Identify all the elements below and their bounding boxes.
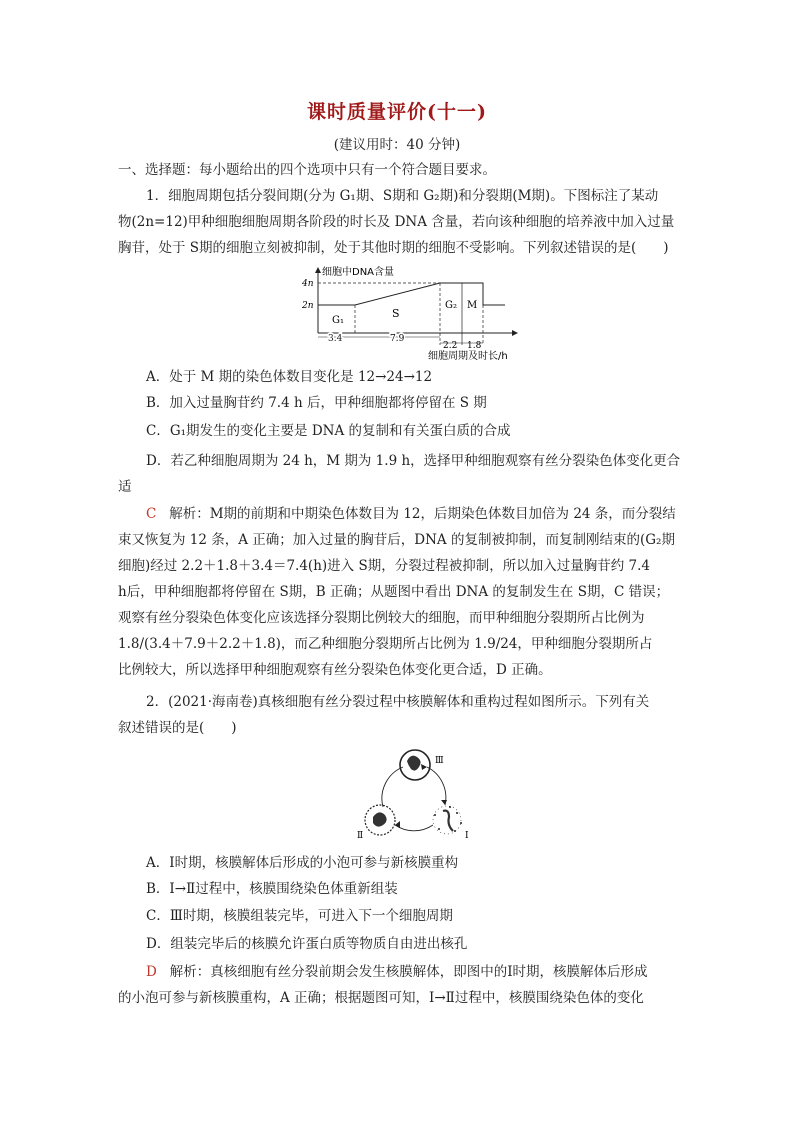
chart-ylabel: 细胞中DNA含量 [322, 267, 395, 278]
q2-option-a: A．Ⅰ时期，核膜解体后形成的小泡可参与新核膜重构 [146, 855, 459, 871]
q1-explanation-line: 比例较大，所以选择甲种细胞观察有丝分裂染色体变化更合适，D 正确。 [118, 662, 552, 678]
duration-s: 7.9 [390, 334, 405, 344]
q1-explanation-line: h后，甲种细胞都将停留在 S期，B 正确；从题图中看出 DNA 的复制发生在 S期，C 错误； [118, 584, 670, 600]
phase-g2: G₂ [445, 300, 457, 311]
duration-g2: 2.2 [443, 341, 458, 351]
stage-label-i: Ⅰ [465, 831, 469, 840]
q2-explanation-line: D 解析：真核细胞有丝分裂前期会发生核膜解体，即图中的Ⅰ时期，核膜解体后形成 [146, 964, 648, 980]
q1-option-d: D．若乙种细胞周期为 24 h，M 期为 1.9 h，选择甲种细胞观察有丝分裂染色体变化更合 [146, 453, 681, 469]
nuclear-envelope-cycle-diagram [355, 745, 475, 840]
duration-g1: 3.4 [328, 334, 343, 344]
time-note: (建议用时：40 分钟) [333, 137, 461, 153]
q2-option-d: D．组装完毕后的核膜允许蛋白质等物质自由进出核孔 [146, 936, 468, 952]
q2-explanation-line: 的小泡可参与新核膜重构，A 正确；根据题图可知，Ⅰ→Ⅱ过程中，核膜围绕染色体的变化 [118, 990, 644, 1006]
q1-explanation-line: C 解析：M期的前期和中期染色体数目为 12，后期染色体数目加倍为 24 条，而分裂结 [146, 506, 676, 522]
q1-explanation-line: 观察有丝分裂染色体变化应该选择分裂期比例较大的细胞，而甲种细胞分裂期所占比例为 [118, 610, 645, 626]
q1-option-b: B．加入过量胸苷约 7.4 h 后，甲种细胞都将停留在 S 期 [146, 395, 487, 411]
q1-stem-line: 1．细胞周期包括分裂间期(分为 G₁期、S期和 G₂期)和分裂期(M期)。下图标注了某动 [146, 188, 659, 204]
q1-explanation-line: 细胞)经过 2.2＋1.8＋3.4＝7.4(h)进入 S期，分裂过程被抑制，所以加入过量胸苷约 7.4 [118, 558, 650, 574]
phase-s: S [392, 307, 400, 320]
chart-xlabel: 细胞周期及时长/h [428, 351, 508, 360]
duration-m: 1.8 [467, 341, 482, 351]
page-title: 课时质量评价(十一) [307, 101, 487, 123]
phase-g1: G₁ [332, 315, 344, 326]
stage-label-iii: Ⅲ [435, 756, 444, 766]
q2-stem-line: 2．(2021·海南卷)真核细胞有丝分裂过程中核膜解体和重构过程如图所示。下列有关 [146, 694, 650, 710]
section-heading: 一、选择题：每小题给出的四个选项中只有一个符合题目要求。 [118, 162, 496, 178]
dna-content-chart [300, 265, 520, 360]
q1-stem-line: 胸苷，处于 S期的细胞立刻被抑制，处于其他时期的细胞不受影响。下列叙述错误的是( ) [118, 240, 669, 256]
q1-stem-line: 物(2n=12)甲种细胞细胞周期各阶段的时长及 DNA 含量，若向该种细胞的培养液中加入过量 [118, 214, 675, 230]
q1-answer: C [146, 506, 157, 522]
q1-option-a: A．处于 M 期的染色体数目变化是 12→24→12 [146, 369, 433, 385]
phase-m: M [467, 300, 478, 311]
q2-option-c: C．Ⅲ时期，核膜组装完毕，可进入下一个细胞周期 [146, 908, 453, 924]
q2-stem-line: 叙述错误的是( ) [118, 720, 237, 736]
tick-4n: 4n [302, 279, 314, 289]
q2-option-b: B．Ⅰ→Ⅱ过程中，核膜围绕染色体重新组装 [146, 881, 398, 897]
q2-answer: D [146, 964, 157, 980]
q1-option-d-cont: 适 [118, 479, 132, 495]
q1-option-c: C．G₁期发生的变化主要是 DNA 的复制和有关蛋白质的合成 [146, 423, 511, 439]
tick-2n: 2n [302, 301, 314, 311]
q1-explanation-line: 1.8/(3.4＋7.9＋2.2＋1.8)，而乙种细胞分裂期所占比例为 1.9/24，甲种细胞分裂期所占 [118, 636, 653, 652]
q1-explanation-line: 束又恢复为 12 条，A 正确；加入过量的胸苷后，DNA 的复制被抑制，而复制刚结束的(G₂期 [118, 532, 675, 548]
stage-label-ii: Ⅱ [357, 831, 364, 840]
